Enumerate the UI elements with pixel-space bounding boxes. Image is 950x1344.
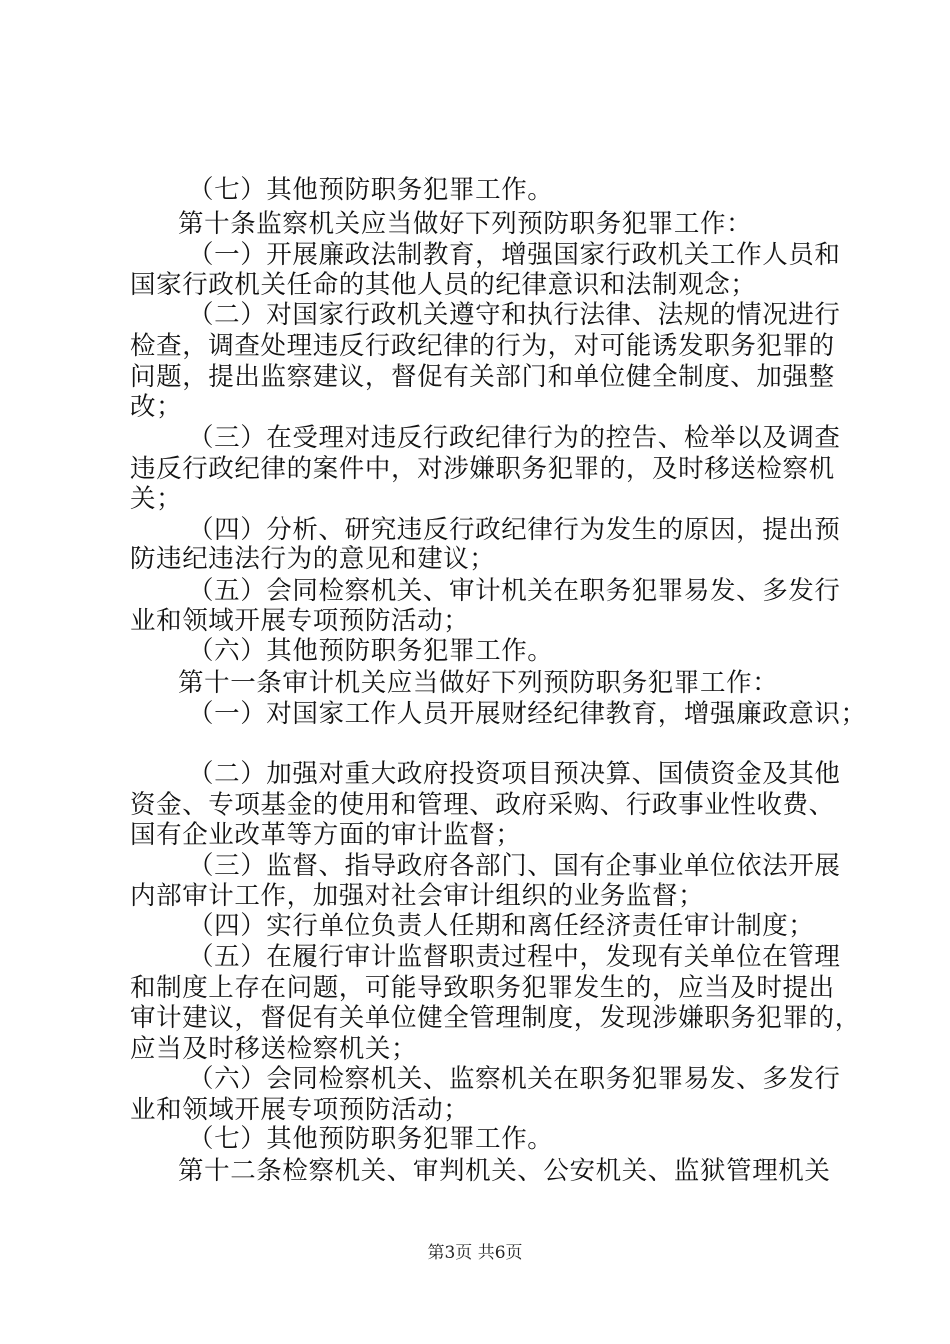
- article-heading: 第十条监察机关应当做好下列预防职务犯罪工作：: [178, 209, 753, 239]
- body-line: （一）开展廉政法制教育，增强国家行政机关工作人员和: [188, 240, 841, 270]
- body-line: 关；: [130, 484, 183, 514]
- body-line: （四）实行单位负责人任期和离任经济责任审计制度；: [188, 911, 815, 941]
- body-line: （五）会同检察机关、审计机关在职务犯罪易发、多发行: [188, 576, 841, 606]
- body-line: （四）分析、研究违反行政纪律行为发生的原因，提出预: [188, 515, 841, 545]
- body-line: （六）其他预防职务犯罪工作。: [188, 636, 554, 666]
- body-line: 业和领域开展专项预防活动；: [130, 606, 470, 636]
- body-line: 资金、专项基金的使用和管理、政府采购、行政事业性收费、: [130, 790, 835, 820]
- body-line: 检查，调查处理违反行政纪律的行为，对可能诱发职务犯罪的: [130, 331, 835, 361]
- body-line: 内部审计工作，加强对社会审计组织的业务监督；: [130, 881, 705, 911]
- body-line: （三）监督、指导政府各部门、国有企事业单位依法开展: [188, 851, 841, 881]
- body-line: 违反行政纪律的案件中，对涉嫌职务犯罪的，及时移送检察机: [130, 454, 835, 484]
- body-line: 国有企业改革等方面的审计监督；: [130, 820, 522, 850]
- body-line: （二）加强对重大政府投资项目预决算、国债资金及其他: [188, 759, 841, 789]
- body-line: 应当及时移送检察机关；: [130, 1034, 418, 1064]
- body-line: （一）对国家工作人员开展财经纪律教育，增强廉政意识；: [188, 699, 867, 729]
- page-number: 第3页 共6页: [427, 1243, 523, 1263]
- body-line: 业和领域开展专项预防活动；: [130, 1095, 470, 1125]
- body-line: （二）对国家行政机关遵守和执行法律、法规的情况进行: [188, 300, 841, 330]
- body-line: 防违纪违法行为的意见和建议；: [130, 544, 496, 574]
- body-line: （七）其他预防职务犯罪工作。: [188, 175, 554, 205]
- article-heading: 第十一条审计机关应当做好下列预防职务犯罪工作：: [178, 668, 779, 698]
- body-line: （七）其他预防职务犯罪工作。: [188, 1124, 554, 1154]
- body-line: （六）会同检察机关、监察机关在职务犯罪易发、多发行: [188, 1064, 841, 1094]
- body-line: 和制度上存在问题，可能导致职务犯罪发生的，应当及时提出: [130, 973, 835, 1003]
- body-line: 审计建议，督促有关单位健全管理制度，发现涉嫌职务犯罪的，: [130, 1003, 861, 1033]
- article-heading: 第十二条检察机关、审判机关、公安机关、监狱管理机关: [178, 1156, 831, 1186]
- body-line: 改；: [130, 392, 183, 422]
- body-line: 国家行政机关任命的其他人员的纪律意识和法制观念；: [130, 270, 757, 300]
- body-line: 问题，提出监察建议，督促有关部门和单位健全制度、加强整: [130, 362, 835, 392]
- body-line: （三）在受理对违反行政纪律行为的控告、检举以及调查: [188, 423, 841, 453]
- body-line: （五）在履行审计监督职责过程中，发现有关单位在管理: [188, 942, 841, 972]
